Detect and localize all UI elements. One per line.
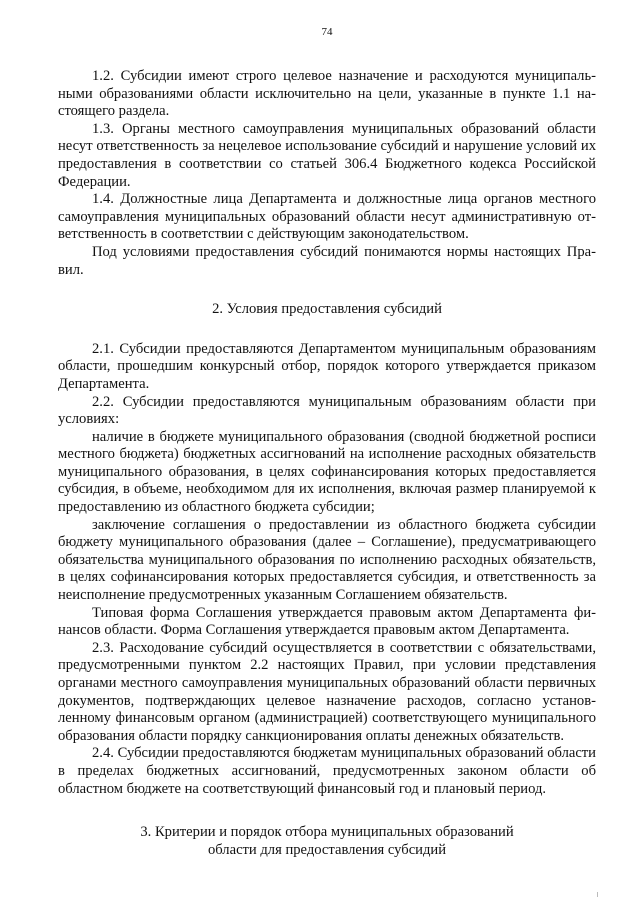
paragraph-condition-budget: наличие в бюджете муниципального образования (сводной бюджетной росписи местного бюджета) бюджетных ассигнований на исполнение расходных обязательств муниципального образования, в целях софинансирования которых предоставляется субсидия, в объеме, необходимом для их исполнения, включая размер планируемой к предоставлению из областного бюджета субсидии; xyxy=(58,428,596,516)
paragraph-1-4: 1.4. Должностные лица Департамента и должностные лица органов местного самоуправления муниципальных образований области несут административную ответственность в соответствии с действующим законодательством. xyxy=(58,191,596,243)
paragraph-1-2: 1.2. Субсидии имеют строго целевое назначение и расходуются муниципальными образованиями области исключительно на цели, указанные в пункте 1.1 настоящего раздела. xyxy=(58,68,596,120)
section-3-heading xyxy=(58,824,596,859)
paragraph-2-3: 2.3. Расходование субсидий осуществляется в соответствии с обязательствами, предусмотренными пунктом 2.2 настоящих Правил, при условии представления органами местного самоуправления муниципальных образований области первичных документов, подтверждающих целевое назначение расходов, согласно установленному финансовым органом (администрацией) соответствующего муниципального образования области порядку санкционирования оплаты денежных обязательств. xyxy=(58,639,596,744)
paragraph-2-2: 2.2. Субсидии предоставляются муниципальным образованиям области при условиях: xyxy=(58,393,596,428)
paragraph-2-1: 2.1. Субсидии предоставляются Департаментом муниципальным образованиям области, прошедшим конкурсный отбор, порядок которого утверждается приказом Департамента. xyxy=(58,340,596,392)
section-3-heading-line-2: области для предоставления субсидий xyxy=(207,841,447,858)
paragraph-1-3: 1.3. Органы местного самоуправления муниципальных образований области несут ответственность за нецелевое использование субсидий и нарушение условий их предоставления в соответствии со статьей 306.4 Бюджетного кодекса Российской Федерации. xyxy=(58,120,596,190)
paragraph-condition-agreement: заключение соглашения о предоставлении из областного бюджета субсидии бюджету муниципального образования (далее – Соглашение), предусматривающего обязательства муниципального образования по исполнению расходных обязательств, в целях софинансирования которых предоставляется субсидия, и ответственность за неисполнение предусмотренных указанным Соглашением обязательств. xyxy=(58,516,596,604)
section-3-heading-line-1: 3. Критерии и порядок отбора муниципальных образований xyxy=(140,824,514,841)
page-number: 74 xyxy=(321,26,333,38)
paragraph-2-4: 2.4. Субсидии предоставляются бюджетам муниципальных образований области в пределах бюджетных ассигнований, предусмотренных законом области об областном бюджете на соответствующий финансовый год и плановый период. xyxy=(58,745,596,797)
paragraph-agreement-form: Типовая форма Соглашения утверждается правовым актом Департамента финансов области. Форма Соглашения утверждается правовым актом Департамента. xyxy=(58,604,596,639)
paragraph-conditions-definition: Под условиями предоставления субсидий понимаются нормы настоящих Правил. xyxy=(58,243,596,278)
section-2-heading: 2. Условия предоставления субсидий xyxy=(212,301,442,318)
scan-mark xyxy=(597,892,598,897)
